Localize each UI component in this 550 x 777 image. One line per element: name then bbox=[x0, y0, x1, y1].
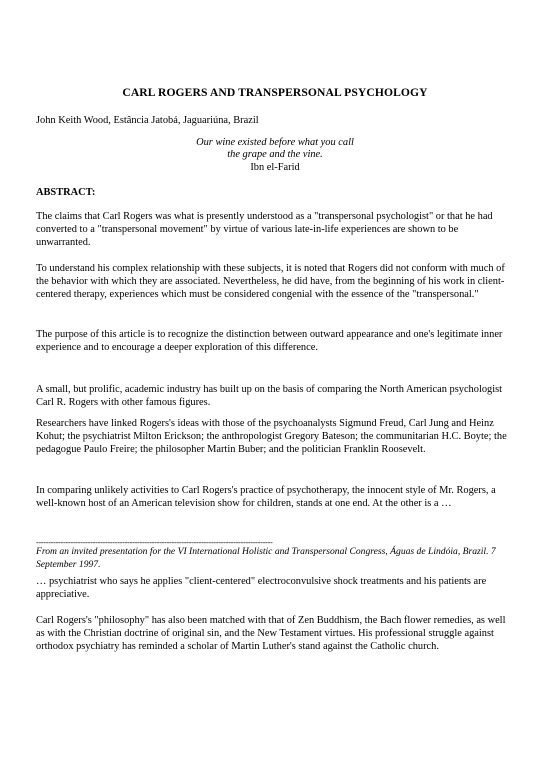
paper-title: CARL ROGERS AND TRANSPERSONAL PSYCHOLOGY bbox=[122, 86, 428, 99]
author-line: John Keith Wood, Estância Jatobá, Jaguariúna, Brazil bbox=[36, 115, 259, 126]
body-paragraph-2: Researchers have linked Rogers's ideas with those of the psychoanalysts Sigmund Freud, Carl Jung and Heinz Kohut; the psychiatrist Milton Erickson; the anthropologist Gregory Bateson; the communitarian H.C. Boyte; the pedagogue Paulo Freire; the philosopher Martin Buber; and the politician Franklin Roosevelt. bbox=[36, 418, 507, 456]
abstract-paragraph-2: To understand his complex relationship with these subjects, it is noted that Rogers did not conform with much of the behavior with which they are associated. Nevertheless, he did have, from the beginning of his work in client-centered therapy, experiences which must be considered congenial with the essence of the "transpersonal." bbox=[36, 263, 505, 301]
abstract-heading: ABSTRACT: bbox=[36, 187, 96, 198]
abstract-paragraph-1: The claims that Carl Rogers was what is presently understood as a "transpersonal psychologist" or that he had converted to a "transpersonal movement" by virtue of various late-in-life experiences are shown to be unwarranted. bbox=[36, 211, 493, 249]
epigraph bbox=[36, 137, 514, 174]
epigraph-line-1: Our wine existed before what you call bbox=[196, 137, 354, 148]
epigraph-line-2: the grape and the vine. bbox=[227, 149, 323, 161]
body-paragraph-5: Carl Rogers's "philosophy" has also been matched with that of Zen Buddhism, the Bach flower remedies, as well as with the Christian doctrine of original sin, and the New Testament virtues. His professional struggle against orthodox psychiatry has reminded a scholar of Martin Luther's stand against the Catholic church. bbox=[36, 615, 506, 653]
abstract-paragraph-3: The purpose of this article is to recognize the distinction between outward appearance and one's legitimate inner experience and to encourage a deeper exploration of this difference. bbox=[36, 329, 503, 354]
body-paragraph-4: … psychiatrist who says he applies "client-centered" electroconvulsive shock treatments and his patients are appreciative. bbox=[36, 576, 487, 601]
footnote-divider: ------------------------------------------------------------------------------------------------ bbox=[36, 538, 273, 547]
footnote: From an invited presentation for the VI International Holistic and Transpersonal Congress, Águas de Lindóia, Brazil. 7 September 1997. bbox=[36, 546, 496, 570]
body-paragraph-3: In comparing unlikely activities to Carl Rogers's practice of psychotherapy, the innocent style of Mr. Rogers, a well-known host of an American television show for children, stands at one end. At the other is a … bbox=[36, 485, 496, 510]
body-paragraph-1: A small, but prolific, academic industry has built up on the basis of comparing the North American psychologist Carl R. Rogers with other famous figures. bbox=[36, 384, 503, 409]
epigraph-source: Ibn el-Farid bbox=[250, 161, 300, 173]
